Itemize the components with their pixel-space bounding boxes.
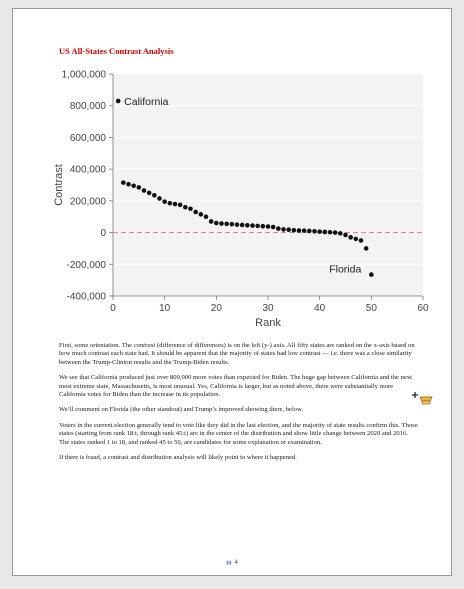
data-point [292, 228, 297, 233]
paragraph-orientation [59, 342, 419, 367]
paragraph-florida: We’ll comment on Florida (the other standout) and Trump’s improved showing there, below. [59, 406, 304, 414]
data-point [255, 224, 260, 229]
data-point [147, 191, 152, 196]
data-point [173, 202, 178, 207]
x-tick-label: 0 [110, 303, 116, 314]
data-point [348, 235, 353, 240]
data-point [116, 99, 121, 104]
y-axis-label: Contrast [53, 164, 65, 206]
data-point [328, 230, 333, 235]
data-point [131, 183, 136, 188]
annotation-california: California [124, 95, 169, 108]
y-tick-label: -400,000 [66, 291, 106, 303]
data-point [359, 238, 364, 243]
page-number-value: 4 [234, 560, 238, 566]
data-point [199, 212, 204, 217]
x-tick-label: 40 [314, 303, 326, 314]
data-point [142, 188, 147, 193]
data-point [152, 193, 157, 198]
data-point [188, 206, 193, 211]
data-point [364, 246, 369, 251]
data-point [271, 225, 276, 230]
body-text [59, 342, 419, 469]
document-page [12, 8, 452, 576]
emphasis-contrast: contrast [133, 342, 156, 349]
y-tick-label: 200,000 [69, 196, 106, 208]
data-point [209, 219, 214, 224]
data-point [343, 233, 348, 238]
data-point [137, 185, 142, 190]
data-point [178, 203, 183, 208]
y-tick-label: 1,000,000 [61, 69, 106, 81]
data-point [121, 180, 126, 185]
cursor-icon [411, 391, 433, 407]
x-tick-label: 20 [210, 303, 222, 314]
data-point [302, 228, 307, 233]
contrast-chart [38, 64, 443, 334]
data-point [193, 210, 198, 215]
data-point [354, 237, 359, 242]
data-point [224, 222, 229, 227]
annotation-florida: Florida [329, 263, 362, 276]
data-point [183, 205, 188, 210]
data-point [157, 196, 162, 201]
x-axis-label: Rank [255, 317, 281, 329]
x-tick-label: 50 [365, 303, 377, 314]
data-point [204, 214, 209, 219]
paragraph-text: (difference of differences) is on the left (y-) axis. All fifty states are ranked on the x-axis based on how much contrast each state had. It should be apparent that the majority of states had low contrast — i.e. there was a close similarity between the Trump-Clinton results and the Trump-Biden results. [59, 342, 415, 366]
y-tick-label: 800,000 [69, 101, 106, 113]
data-point [307, 229, 312, 234]
data-point [297, 228, 302, 233]
data-point [333, 230, 338, 235]
data-point [266, 224, 271, 229]
page-number [13, 560, 451, 566]
data-point [214, 221, 219, 226]
data-point [162, 199, 167, 204]
contrast-scatter-plot [38, 64, 443, 334]
data-point [281, 227, 286, 232]
paragraph-california: We see that California produced just over 800,000 more votes than expected for Biden. The huge gap between California and the next most extreme state, Massachusetts, is most unusual. Yes, California is larger, but as noted above, there were substantially more California votes for Biden than the increase in its population. [59, 374, 412, 399]
data-point [235, 222, 240, 227]
page-title: US All-States Contrast Analysis [59, 46, 174, 56]
paragraph-fraud: If there is fraud, a contrast and distribution analysis will likely point to where it happened. [59, 454, 297, 462]
data-point [230, 222, 235, 227]
paragraph-voters: Voters in the current election generally tend to vote like they did in the last election, and the majority of state results confirm this. Those states (starting from rank 18±, through rank 45±) are in the center of the distribution and show little change between 2020 and 2016. The states ranked 1 to 18, and ranked 45 to 50, are candidates for some explanation or examination. [59, 421, 418, 446]
page-marker-icon: ▮▮ [226, 560, 232, 566]
data-point [369, 272, 374, 277]
x-tick-label: 10 [159, 303, 171, 314]
y-tick-label: 400,000 [69, 164, 106, 176]
data-point [168, 201, 173, 206]
data-point [312, 229, 317, 234]
data-point [317, 229, 322, 234]
paragraph-text: First, some orientation. The [59, 342, 134, 349]
data-point [240, 223, 245, 228]
x-tick-label: 30 [262, 303, 274, 314]
data-point [245, 223, 250, 228]
data-point [261, 224, 266, 229]
data-point [286, 227, 291, 232]
data-point [126, 182, 131, 187]
data-point [338, 231, 343, 236]
data-point [276, 226, 281, 231]
data-point [323, 230, 328, 235]
data-point [250, 223, 255, 228]
y-tick-label: 0 [100, 228, 106, 240]
y-tick-label: 600,000 [69, 132, 106, 144]
x-tick-label: 60 [417, 303, 429, 314]
y-tick-label: -200,000 [66, 259, 106, 271]
data-point [219, 221, 224, 226]
